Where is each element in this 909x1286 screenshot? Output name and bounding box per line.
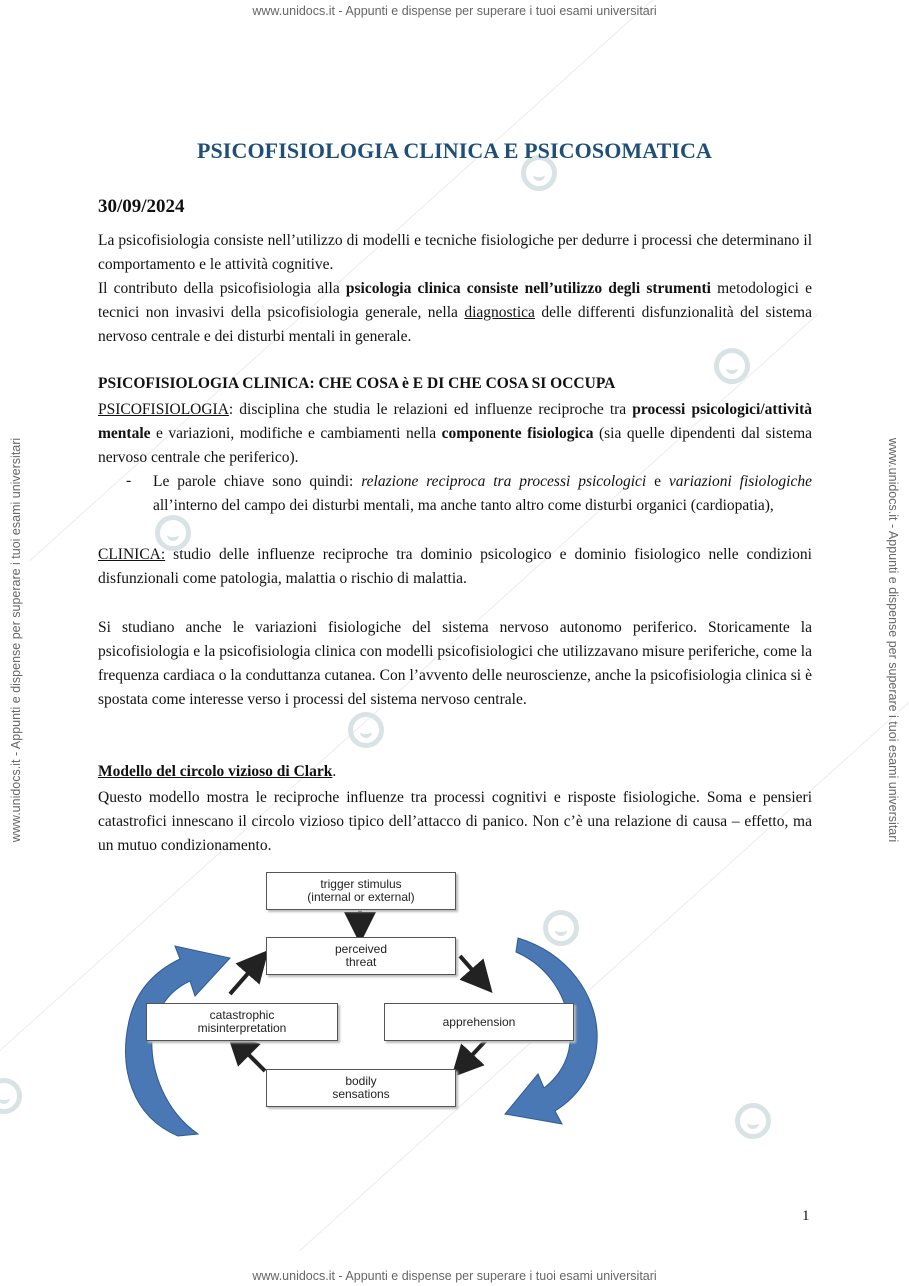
box-apprehension [384,1003,574,1041]
watermark-header: www.unidocs.it - Appunti e dispense per superare i tuoi esami universitari [252,4,657,18]
definition-bold-d: componente fisiologica [441,425,594,442]
trigger-label-2: (internal or external) [307,890,415,904]
watermark-logo-icon [348,712,384,748]
catastrophic-label-1: catastrophic [209,1008,275,1022]
page-number: 1 [802,1208,810,1224]
clark-heading-dot: . [332,763,337,780]
bullet-text-c: all’interno del campo dei disturbi mentali, ma anche tanto altro come disturbi organici (cardiopatia), [153,497,774,514]
clinica-paragraph [98,543,812,591]
intro-underline: diagnostica [464,304,535,321]
watermark-footer: www.unidocs.it - Appunti e dispense per superare i tuoi esami universitari [252,1269,657,1283]
section-heading-2 [98,763,336,781]
intro-paragraph [98,229,812,349]
intro-bold: psicologia clinica consiste nell’utilizzo degli strumenti [345,280,711,297]
watermark-side-left: www.unidocs.it - Appunti e dispense per superare i tuoi esami universitari [9,437,23,843]
intro-text-2a: Il contributo della psicofisiologia alla [98,280,346,297]
clark-vicious-circle-diagram [120,866,610,1146]
trigger-label-1: trigger stimulus [320,877,402,891]
intro-text-2b: metodologici e tecnici non invasivi della psicofisiologia generale, nella [98,280,812,321]
definition-text-a: : disciplina che studia le relazioni ed influenze reciproche tra [228,401,633,418]
arrow-catastrophic-to-threat [230,962,258,994]
bullet-item [153,470,812,518]
definition-bold-b: processi psicologici/attività mentale [98,401,812,442]
catastrophic-label-2: misinterpretation [197,1021,287,1035]
big-arrow-left [126,946,230,1136]
section-heading-1: PSICOFISIOLOGIA CLINICA: CHE COSA è E DI CHE COSA SI OCCUPA [98,375,616,392]
clark-paragraph: Questo modello mostra le reciproche influenze tra processi cognitivi e risposte fisiologiche. Soma e pensieri catastrofici innescano il circolo vizioso tipico dell’attacco di panico. Non c’è una relazione di causa – effetto, ma un mutuo condizionamento. [98,789,812,854]
definition-paragraph [98,398,812,470]
bullet-italic-1: relazione reciproca tra processi psicologici [361,473,647,490]
definition-text-e: (sia quelle dipendenti dal sistema nervoso centrale che periferico). [98,425,813,466]
apprehension-label: apprehension [442,1014,516,1029]
watermark-logo-icon [735,1103,771,1139]
watermark-logo-icon [0,1078,22,1114]
document-title: PSICOFISIOLOGIA CLINICA E PSICOSOMATICA [196,138,713,163]
body-paragraph-3: Si studiano anche le variazioni fisiologiche del sistema nervoso autonomo periferico. Storicamente la psicofisiologia e la psicofisiologia clinica con modelli psicofisiologici che utilizzavano misure periferiche, come la frequenza cardiaca o la conduttanza cutanea. Con l’avvento delle neuroscienze, anche la psicofisiologia clinica si è spostata come interesse verso i processi del sistema nervoso centrale. [98,619,812,708]
arrow-bodily-to-catastrophic [238,1044,265,1071]
definition-text-c: e variazioni, modifiche e cambiamenti nella [150,425,442,442]
perceived-label-1: perceived [334,942,388,956]
intro-text-2c: delle differenti disfunzionalità del sistema nervoso centrale e dei disturbi mentali in generale. [98,304,812,345]
watermark-side-right: www.unidocs.it - Appunti e dispense per superare i tuoi esami universitari [886,437,900,843]
bodily-label-2: sensations [332,1087,390,1101]
box-trigger-stimulus [266,872,456,910]
box-catastrophic-misinterpretation [146,1003,338,1041]
definition-term: PSICOFISIOLOGIA [98,401,229,418]
clinica-text: studio delle influenze reciproche tra dominio psicologico e dominio fisiologico nelle condizioni disfunzionali come patologia, malattia o rischio di malattia. [98,546,812,587]
document-date: 30/09/2024 [98,196,185,217]
bodily-label-1: bodily [345,1074,377,1088]
clinica-term: CLINICA: [98,546,166,563]
watermark-logo-icon [714,348,750,384]
bullet-text-b: e [646,473,669,490]
bullet-marker: - [126,472,132,489]
bullet-text-a: Le parole chiave sono quindi: [153,473,362,490]
arrow-threat-to-apprehension [460,956,482,981]
box-perceived-threat [266,937,456,975]
intro-text-1: La psicofisiologia consiste nell’utilizzo di modelli e tecniche fisiologiche per dedurre i processi che determinano il comportamento e le attività cognitive. [98,232,812,273]
clark-heading: Modello del circolo vizioso di Clark [98,763,333,780]
bullet-italic-2: variazioni fisiologiche [668,473,812,490]
arrow-apprehension-to-bodily [462,1038,488,1066]
perceived-label-2: threat [345,955,377,969]
box-bodily-sensations [266,1069,456,1107]
